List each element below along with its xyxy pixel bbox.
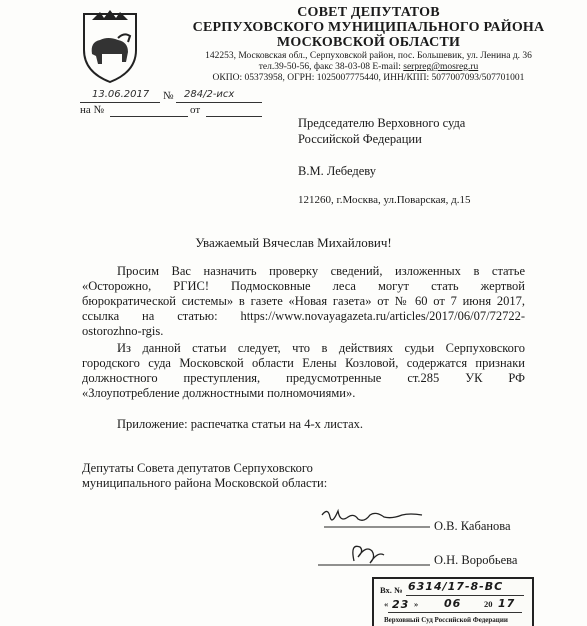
organization-title-line-3: МОСКОВСКОЙ ОБЛАСТИ [276, 35, 461, 50]
incoming-registration-stamp [372, 577, 534, 626]
paragraph-line: Из данной статьи следует, что в действиях судьи Серпуховского [117, 341, 525, 355]
stamp-in-number: 6314/17-8-BC [408, 580, 504, 593]
number-sign: № [163, 90, 174, 102]
stamp-day: 23 [392, 598, 410, 611]
salutation: Уважаемый Вячеслав Михайлович! [195, 235, 392, 250]
stamp-in-label: Вх. № [380, 585, 403, 595]
signatories-intro-line-1: Депутаты Совета депутатов Серпуховского [82, 461, 313, 475]
recipient-position-line-2: Российской Федерации [298, 132, 422, 146]
paragraph-line: бюрократической системы» в газете «Новая газета» от № 60 от 7 июня 2017, [82, 294, 525, 308]
paragraph-line: «Осторожно, РГИС! Подмосковные леса могут стать жертвой [82, 279, 525, 293]
recipient-position-line-1: Председателю Верховного суда [298, 116, 466, 130]
paragraph-line: городского суда Московской области Елены Козловой, содержатся признаки [82, 356, 525, 370]
organization-codes: ОКПО: 05373958, ОГРН: 1025007775440, ИНН/КПП: 5077007093/507701001 [212, 73, 525, 83]
signature-kabanova [318, 503, 432, 533]
recipient-name: В.М. Лебедеву [298, 164, 376, 178]
organization-contacts [150, 62, 587, 73]
paragraph-line: ссылка на статью: https://www.novayagazeta.ru/articles/2017/06/07/72722- [82, 309, 525, 323]
organization-address: 142253, Московская обл., Серпуховской район, пос. Большевик, ул. Ленина д. 36 [205, 51, 532, 61]
signature-vorobyeva [318, 537, 432, 569]
reference-label: на № [80, 104, 105, 116]
paragraph-line: «Злоупотребление должностными полномочиями». [82, 386, 356, 400]
outgoing-number: 284/2-иcx [184, 89, 235, 100]
paragraph-line: ostorozhno-rgis. [82, 324, 164, 338]
stamp-year-prefix: 20 [484, 599, 493, 609]
paragraph-line: Просим Вас назначить проверку сведений, изложенных в статье [117, 264, 525, 278]
stamp-date-close: » [414, 599, 419, 609]
email-link[interactable]: serpreg@mosreg.ru [403, 62, 479, 72]
organization-title-line-2: СЕРПУХОВСКОГО МУНИЦИПАЛЬНОГО РАЙОНА [192, 20, 545, 35]
stamp-footer: Верховный Суд Российской Федерации [384, 616, 508, 624]
organization-title-line-1: СОВЕТ ДЕПУТАТОВ [297, 5, 440, 20]
attachment-note: Приложение: распечатка статьи на 4-х листах. [117, 417, 364, 431]
stamp-date-open: « [384, 599, 389, 609]
paragraph-line: должностного преступления, предусмотренные ст.285 УК РФ [82, 371, 525, 385]
reference-from-label: от [190, 104, 201, 116]
recipient-address: 121260, г.Москва, ул.Поварская, д.15 [298, 194, 471, 206]
stamp-year: 17 [498, 597, 516, 610]
paragraph-findings [82, 341, 525, 401]
coat-of-arms-emblem [78, 6, 142, 84]
paragraph-request [82, 264, 525, 339]
stamp-month: 06 [444, 597, 462, 610]
phone-fax-label: тел.39-50-56, факс 38-03-08 E-mail: [258, 62, 404, 72]
outgoing-date: 13.06.2017 [92, 89, 150, 100]
signatories-intro-line-2: муниципального района Московской области: [82, 476, 328, 490]
signatory-name-vorobyeva: О.Н. Воробьева [434, 553, 518, 567]
signatory-name-kabanova: О.В. Кабанова [434, 519, 511, 533]
